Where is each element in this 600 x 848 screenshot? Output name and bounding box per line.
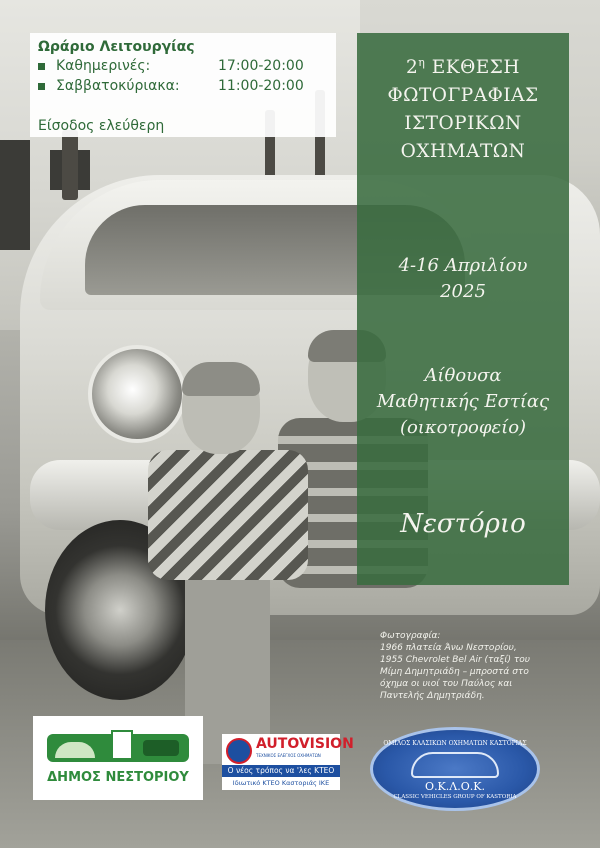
- autovision-subtitle: ΤΕΧΝΙΚΟΣ ΕΛΕΓΧΟΣ ΟΧΗΜΑΤΩΝ: [256, 753, 321, 758]
- caption-line: Μίμη Δημητριάδη – μπροστά στο: [380, 667, 529, 677]
- oklok-bottom-text: CLASSIC VEHICLES GROUP OF KASTORIA: [393, 794, 517, 800]
- building-window: [0, 140, 30, 250]
- title-word-exhibition: ΕΚΘΕΣΗ: [431, 57, 520, 79]
- dimos-name: ΔΗΜΟΣ ΝΕΣΤΟΡΙΟΥ: [47, 770, 189, 785]
- child-sweater: [148, 450, 308, 580]
- autovision-logo: [222, 734, 354, 790]
- hours-time: 17:00-20:00: [218, 58, 304, 74]
- tree: [62, 130, 78, 200]
- bullet-icon: [38, 83, 45, 90]
- free-entry-text: Είσοδος ελεύθερη: [38, 118, 165, 134]
- caption-line: Φωτογραφία:: [380, 631, 441, 641]
- dimos-emblem-icon: [47, 734, 189, 762]
- title-line-1: [357, 49, 569, 82]
- autovision-emblem-icon: [226, 738, 252, 764]
- hours-time: 11:00-20:00: [218, 78, 304, 94]
- exhibition-number: 2: [406, 57, 419, 79]
- title-line-4: ΟΧΗΜΑΤΩΝ: [400, 141, 526, 163]
- caption-line: όχημα οι υιοί του Παύλος και: [380, 679, 513, 689]
- dimos-nestoriou-logo: [33, 716, 203, 800]
- opening-hours-title: Ωράριο Λειτουργίας: [38, 39, 195, 55]
- caption-line: 1966 πλατεία Άνω Νεστορίου,: [380, 643, 517, 653]
- exhibition-place: Νεστόριο: [400, 509, 526, 539]
- venue-line-1: Αίθουσα: [424, 365, 502, 386]
- exhibition-dates: [357, 253, 569, 305]
- bullet-icon: [38, 63, 45, 70]
- child-hair: [182, 362, 260, 396]
- oklok-top-text: ΟΜΙΛΟΣ ΚΛΑΣΙΚΩΝ ΟΧΗΜΑΤΩΝ ΚΑΣΤΟΡΙΑΣ: [383, 740, 527, 747]
- opening-hours-box: [30, 33, 336, 137]
- hours-label: Σαββατοκύριακα:: [56, 78, 180, 94]
- venue-line-3: (οικοτροφείο): [399, 417, 527, 438]
- hours-label: Καθημερινές:: [56, 58, 151, 74]
- house-icon: [111, 730, 133, 760]
- exhibition-number-suffix: η: [418, 56, 426, 69]
- oklok-logo: [370, 727, 540, 811]
- dates-line-2: 2025: [440, 281, 486, 302]
- title-line-3: ΙΣΤΟΡΙΚΩΝ: [404, 113, 522, 135]
- exhibition-title: [357, 49, 569, 166]
- autovision-tagline: Ο νέος τρόπος να 'λες ΚΤΕΟ: [222, 765, 340, 777]
- autovision-footer: Ιδιωτικό ΚΤΕΟ Καστοριάς ΙΚΕ: [232, 779, 330, 787]
- oklok-name: Ο.Κ.Λ.Ο.Κ.: [425, 780, 485, 793]
- emblem-block: [143, 740, 179, 756]
- car-silhouette-icon: [411, 752, 499, 778]
- caption-line: 1955 Chevrolet Bel Air (ταξί) του: [380, 655, 530, 665]
- dates-line-1: 4-16 Απριλίου: [398, 255, 528, 276]
- exhibition-panel: [357, 33, 569, 585]
- exhibition-venue: [357, 363, 569, 441]
- venue-line-2: Μαθητικής Εστίας: [376, 391, 550, 412]
- hill-icon: [55, 742, 95, 758]
- autovision-name: AUTOVISION: [256, 736, 354, 752]
- title-line-2: ΦΩΤΟΓΡΑΦΙΑΣ: [387, 85, 539, 107]
- photo-caption: [380, 630, 580, 702]
- caption-line: Παντελής Δημητριάδη.: [380, 691, 485, 701]
